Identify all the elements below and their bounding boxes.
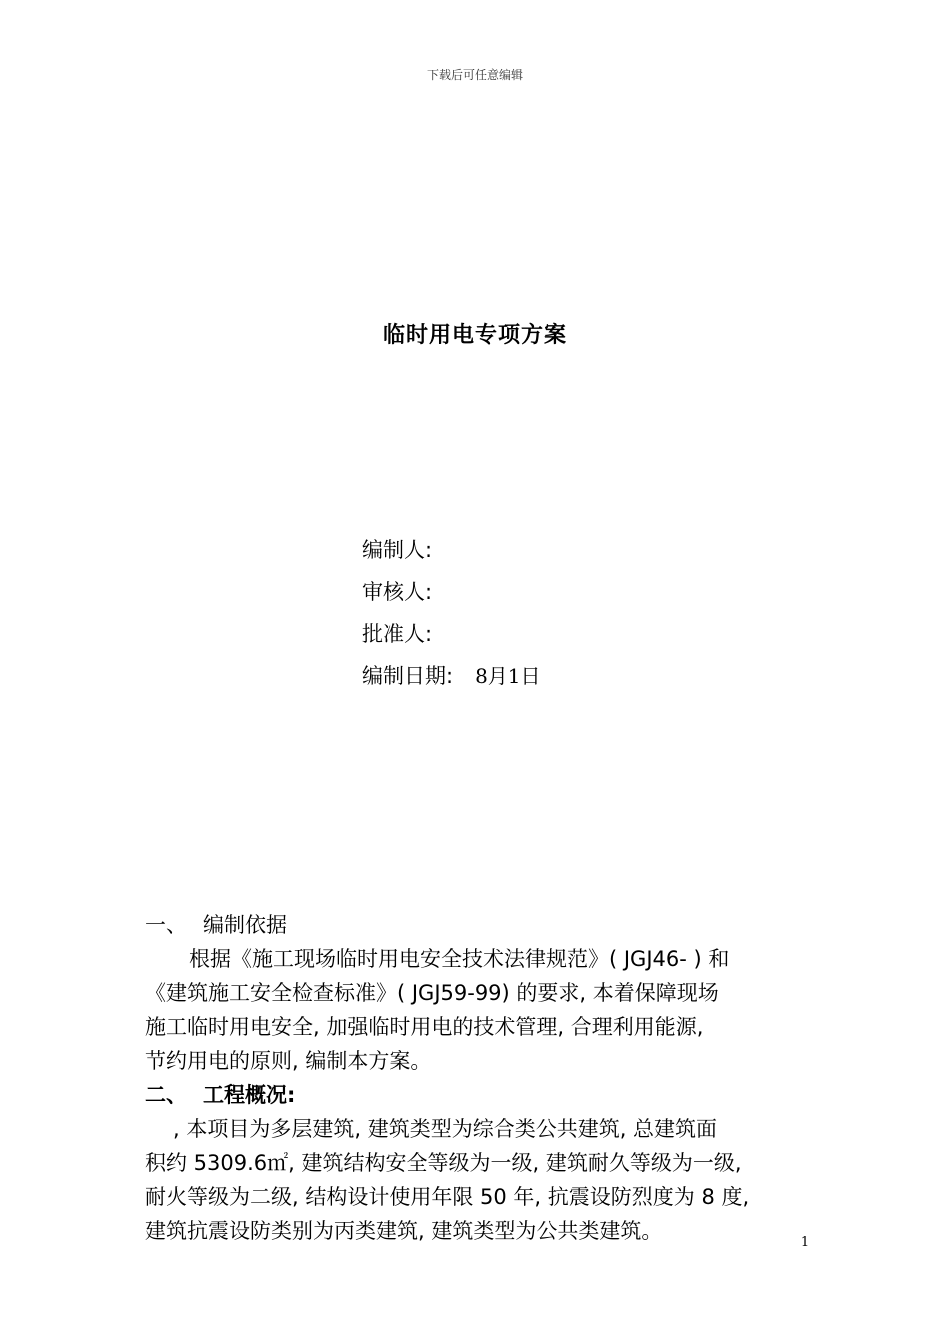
section-heading-overview <box>145 1078 810 1112</box>
section-paragraph-basis <box>145 942 810 1078</box>
section-heading-basis <box>145 908 810 942</box>
paragraph-line: 耐火等级为二级, 结构设计使用年限 50 年, 抗震设防烈度为 8 度, <box>145 1185 750 1209</box>
signoff-date-value: 8月1日 <box>475 664 541 688</box>
signoff-compiler-label: 编制人: <box>362 538 433 562</box>
paragraph-line: 施工临时用电安全, 加强临时用电的技术管理, 合理利用能源, <box>145 1015 704 1039</box>
signoff-approver-label: 批准人: <box>362 622 433 646</box>
page-number: 1 <box>800 1235 810 1250</box>
header-note: 下载后可任意编辑 <box>426 68 523 82</box>
signoff-reviewer <box>362 578 762 620</box>
paragraph-line: 《建筑施工安全检查标准》( JGJ59-99) 的要求, 本着保障现场 <box>145 981 719 1005</box>
document-title: 临时用电专项方案 <box>382 323 567 348</box>
body-section <box>145 908 810 1248</box>
signoff-date-label: 编制日期: <box>362 664 454 688</box>
paragraph-line: 节约用电的原则, 编制本方案。 <box>145 1049 432 1073</box>
signoff-reviewer-label: 审核人: <box>362 580 433 604</box>
signoff-date <box>362 662 762 704</box>
paragraph-line: 积约 5309.6㎡, 建筑结构安全等级为一级, 建筑耐久等级为一级, <box>145 1151 742 1175</box>
section-title: 工程概况: <box>203 1083 296 1107</box>
signoff-approver <box>362 620 762 662</box>
signoff-block <box>362 536 762 704</box>
signoff-compiler <box>362 536 762 578</box>
section-number: 一、 <box>145 913 187 937</box>
section-number: 二、 <box>145 1083 187 1107</box>
section-title: 编制依据 <box>203 913 287 937</box>
paragraph-line: 根据《施工现场临时用电安全技术法律规范》( JGJ46- ) 和 <box>189 947 730 971</box>
paragraph-line: , 本项目为多层建筑, 建筑类型为综合类公共建筑, 总建筑面 <box>173 1117 718 1141</box>
section-paragraph-overview <box>145 1112 810 1248</box>
paragraph-line: 建筑抗震设防类别为丙类建筑, 建筑类型为公共类建筑。 <box>145 1219 663 1243</box>
